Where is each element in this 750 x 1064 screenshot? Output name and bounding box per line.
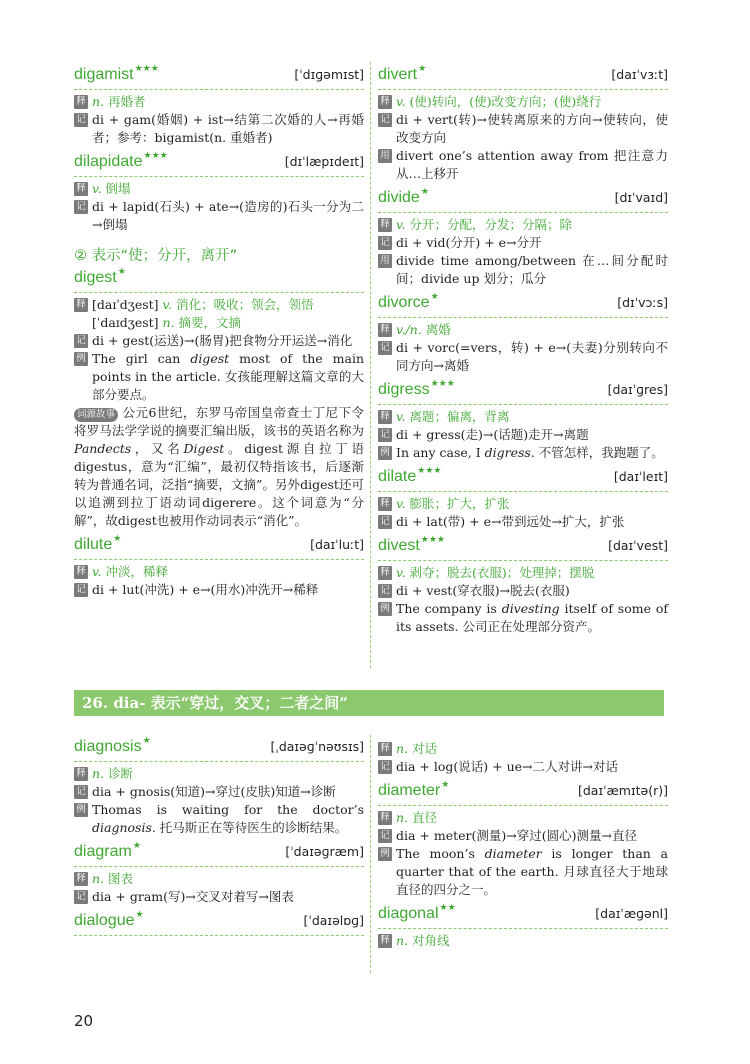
memo-tag-icon: 记 [378, 428, 392, 442]
entry-diameter [378, 780, 668, 899]
headword: diagonal [378, 905, 439, 922]
part-of-speech: n. [92, 94, 105, 109]
phonetic: [daɪˈleɪt] [613, 469, 668, 484]
example-tag-icon: 例 [378, 446, 392, 460]
example-tag-icon: 例 [378, 602, 392, 616]
meaning-tag-icon: 释 [74, 298, 88, 312]
part-of-speech: v. [396, 496, 406, 511]
usage: divert one’s attention away from 把注意力从…上移开 [396, 148, 668, 181]
part-of-speech: v. [396, 94, 406, 109]
meaning: 直径 [412, 810, 438, 825]
headword-row [378, 903, 668, 929]
headword-row [378, 535, 668, 561]
meaning: 对角线 [412, 933, 450, 948]
memo-tag-icon: 记 [378, 829, 392, 843]
frequency-stars: ★★ [439, 903, 456, 913]
meaning: 摘要，文摘 [178, 315, 242, 330]
memo: dia + meter(测量)→穿过(圆心)测量→直径 [396, 828, 637, 843]
meaning-tag-icon: 释 [74, 182, 88, 196]
entry-digamist [74, 64, 364, 147]
frequency-stars: ★ [418, 64, 427, 74]
memo-tag-icon: 记 [74, 890, 88, 904]
column-divider [370, 62, 371, 668]
part-of-speech: v. [396, 565, 406, 580]
entry-diagram [74, 841, 364, 906]
example-tag-icon: 例 [74, 803, 88, 817]
headword-row [378, 379, 668, 405]
headword-row [74, 910, 364, 936]
headword: divest [378, 537, 420, 554]
entry-diagonal [378, 903, 668, 950]
frequency-stars: ★ [420, 187, 429, 197]
memo: dia + log(说话) + ue→二人对讲→对话 [396, 759, 618, 774]
bottom-right-column [378, 740, 668, 954]
frequency-stars: ★★★ [430, 379, 455, 389]
frequency-stars: ★ [117, 267, 126, 277]
meaning-tag-icon: 释 [74, 767, 88, 781]
phonetic: [dɪˈvaɪd] [614, 190, 668, 205]
frequency-stars: ★ [142, 736, 151, 746]
memo: dia + gram(写)→交叉对着写→图表 [92, 889, 294, 904]
headword-row [378, 292, 668, 318]
headword-row [74, 267, 364, 293]
meaning: 离题；偏离，背离 [409, 409, 510, 424]
headword: divert [378, 66, 418, 83]
frequency-stars: ★ [430, 292, 439, 302]
meaning: (使)转向，(使)改变方向；(使)绕行 [409, 94, 602, 109]
headword: diagnosis [74, 738, 142, 755]
headword-row [378, 780, 668, 806]
meaning: 消化；吸收；领会，领悟 [176, 297, 314, 312]
memo: di + gress(走)→(话题)走开→离题 [396, 427, 589, 442]
memo-tag-icon: 记 [74, 785, 88, 799]
meaning: 对话 [412, 741, 438, 756]
example: The girl can digest most of the main points in the article. 女孩能理解这篇文章的大部分要点。 [92, 351, 365, 402]
meaning: 剥夺；脱去(衣服)；处理掉；摆脱 [409, 565, 595, 580]
meaning-tag-icon: 释 [74, 95, 88, 109]
headword: dialogue [74, 912, 135, 929]
example: The moon’s diameter is longer than a quarter that of the earth. 月球直径大于地球直径的四分之一。 [396, 846, 668, 897]
frequency-stars: ★★★ [134, 64, 159, 74]
memo-tag-icon: 记 [74, 200, 88, 214]
frequency-stars: ★★★ [417, 466, 442, 476]
meaning-tag-icon: 释 [378, 410, 392, 424]
entry-dilute [74, 534, 364, 599]
bottom-left-column [74, 736, 364, 940]
entry-dilate [378, 466, 668, 531]
column-divider-lower [370, 735, 371, 973]
headword: dilate [378, 468, 417, 485]
example-tag-icon: 例 [378, 847, 392, 861]
memo: di + gam(婚姻) + ist→结第二次婚的人→再婚者；参考：bigamist(n. 重婚者) [92, 112, 364, 145]
phonetic: [daɪˈvest] [608, 538, 668, 553]
memo: di + vert(转)→使转离原来的方向→使转向，使改变方向 [396, 112, 668, 145]
meaning: 图表 [108, 871, 134, 886]
headword: dilute [74, 536, 113, 553]
meaning-tag-icon: 释 [378, 566, 392, 580]
subsection-title: ② 表示“使；分开，离开” [74, 248, 238, 264]
memo: di + gest(运送)→(肠胃)把食物分开运送→消化 [92, 333, 353, 348]
headword-row [74, 736, 364, 762]
memo-tag-icon: 记 [378, 236, 392, 250]
memo: di + vest(穿衣服)→脱去(衣服) [396, 583, 570, 598]
part-of-speech: v. [162, 297, 173, 312]
page-number: 20 [74, 1012, 94, 1030]
part-of-speech: n. [396, 933, 409, 948]
phonetic: [dɪˈvɔːs] [617, 295, 668, 310]
memo-tag-icon: 记 [378, 584, 392, 598]
headword-row [378, 64, 668, 90]
example-tag-icon: 例 [74, 352, 88, 366]
meaning: 再婚者 [108, 94, 146, 109]
entry-divert [378, 64, 668, 183]
meaning-tag-icon: 释 [378, 934, 392, 948]
phonetic: [daɪˈluːt] [310, 537, 364, 552]
phonetic: [ˌdaɪəɡˈnəʊsɪs] [270, 739, 364, 754]
meaning-tag-icon: 释 [378, 218, 392, 232]
part-of-speech: n. [92, 871, 105, 886]
meaning: 离婚 [425, 322, 451, 337]
memo: di + lut(冲洗) + e→(用水)冲洗开→稀释 [92, 582, 319, 597]
phonetic: [daɪˈæɡənl] [595, 906, 668, 921]
headword: divorce [378, 294, 430, 311]
frequency-stars: ★★★ [420, 535, 446, 545]
phonetic: [daɪˈvɜːt] [611, 67, 668, 82]
entry-digress [378, 379, 668, 462]
section-header: 26. dia- 表示“穿过，交叉；二者之间” [74, 690, 664, 716]
meaning: 膨胀；扩大，扩张 [409, 496, 510, 511]
top-right-column [378, 64, 668, 640]
meaning: 冲淡，稀释 [105, 564, 169, 579]
frequency-stars: ★★★ [143, 151, 168, 161]
frequency-stars: ★ [113, 534, 122, 544]
memo-tag-icon: 记 [74, 113, 88, 127]
headword-row [74, 841, 364, 867]
part-of-speech: n. [92, 766, 105, 781]
part-of-speech: n. [162, 315, 175, 330]
headword-row [74, 151, 364, 177]
memo-tag-icon: 记 [378, 113, 392, 127]
headword: divide [378, 189, 420, 206]
meaning-tag-icon: 释 [378, 323, 392, 337]
memo: dia + gnosis(知道)→穿过(皮肤)知道→诊断 [92, 784, 336, 799]
meaning: 分开；分配，分发；分隔；除 [409, 217, 573, 232]
phonetic: [ˈdaɪəlɒɡ] [303, 913, 364, 928]
entry-dialogue [74, 910, 364, 936]
headword: digress [378, 381, 430, 398]
memo: di + vorc(=vers，转) + e→(夫妻)分别转向不同方向→离婚 [396, 340, 668, 373]
phonetic: [daɪˈɡres] [607, 382, 668, 397]
frequency-stars: ★ [441, 780, 450, 790]
memo-tag-icon: 记 [378, 760, 392, 774]
part-of-speech: n. [396, 810, 409, 825]
headword-row [74, 534, 364, 560]
meaning-tag-icon: 释 [378, 95, 392, 109]
headword: digamist [74, 66, 134, 83]
phonetic: [daɪˈdʒest] [92, 297, 159, 312]
part-of-speech: v. [396, 217, 406, 232]
entry-divest [378, 535, 668, 636]
story-tag-icon: 词源故事 [74, 408, 118, 422]
top-left-column [74, 64, 364, 603]
meaning-tag-icon: 释 [378, 497, 392, 511]
meaning-tag-icon: 释 [378, 811, 392, 825]
entry-digest [74, 267, 364, 530]
part-of-speech: v./n. [396, 322, 422, 337]
meaning-tag-icon: 释 [74, 872, 88, 886]
entry-dilapidate [74, 151, 364, 234]
entry-diagnosis [74, 736, 364, 837]
memo: di + lat(带) + e→带到远处→扩大，扩张 [396, 514, 625, 529]
entry-dialogue-continued [378, 740, 668, 776]
headword-row [378, 466, 668, 492]
example: Thomas is waiting for the doctor’s diagnosis. 托马斯正在等待医生的诊断结果。 [92, 802, 364, 835]
etymology-story: 词源故事 公元6世纪，东罗马帝国皇帝查士丁尼下令将罗马法学学说的摘要汇编出版，该书的英语名称为Pandects，又名Digest。digest源自拉丁语digestus，意为“汇编”，最初仅特指该书，后逐渐转为普通名词，泛指“摘要，文摘”。另外digest还可以追溯到拉丁语动词digerere。这个词意为“分解”，故digest也被用作动词表示“消化”。 [74, 405, 364, 528]
usage: divide time among/between 在…间分配时间；divide up 划分；瓜分 [396, 253, 668, 286]
entry-divorce [378, 292, 668, 375]
part-of-speech: v. [396, 409, 406, 424]
memo-tag-icon: 记 [74, 334, 88, 348]
headword-row [74, 64, 364, 90]
part-of-speech: v. [92, 181, 102, 196]
example: In any case, I digress. 不管怎样，我跑题了。 [396, 445, 664, 460]
frequency-stars: ★ [132, 841, 141, 851]
phonetic: [dɪˈlæpɪdeɪt] [284, 154, 364, 169]
part-of-speech: v. [92, 564, 102, 579]
example: The company is divesting itself of some of its assets. 公司正在处理部分资产。 [396, 601, 668, 634]
headword: diagram [74, 843, 132, 860]
phonetic: [ˈdaɪəɡræm] [285, 844, 364, 859]
phonetic: [ˈdaɪdʒest] [92, 315, 159, 330]
meaning: 诊断 [108, 766, 134, 781]
usage-tag-icon: 用 [378, 254, 392, 268]
entry-divide [378, 187, 668, 288]
phonetic: [daɪˈæmɪtə(r)] [577, 783, 668, 798]
memo: di + vid(分开) + e→分开 [396, 235, 542, 250]
phonetic: [ˈdɪɡəmɪst] [294, 67, 364, 82]
headword: diameter [378, 782, 441, 799]
headword-row [378, 187, 668, 213]
meaning: 倒塌 [105, 181, 131, 196]
usage-tag-icon: 用 [378, 149, 392, 163]
frequency-stars: ★ [135, 910, 144, 920]
memo-tag-icon: 记 [74, 583, 88, 597]
memo: di + lapid(石头) + ate→(造房的)石头一分为二→倒塌 [92, 199, 364, 232]
memo-tag-icon: 记 [378, 515, 392, 529]
headword: dilapidate [74, 153, 143, 170]
meaning-tag-icon: 释 [74, 565, 88, 579]
memo-tag-icon: 记 [378, 341, 392, 355]
headword: digest [74, 269, 117, 286]
part-of-speech: n. [396, 741, 409, 756]
meaning-tag-icon: 释 [378, 742, 392, 756]
